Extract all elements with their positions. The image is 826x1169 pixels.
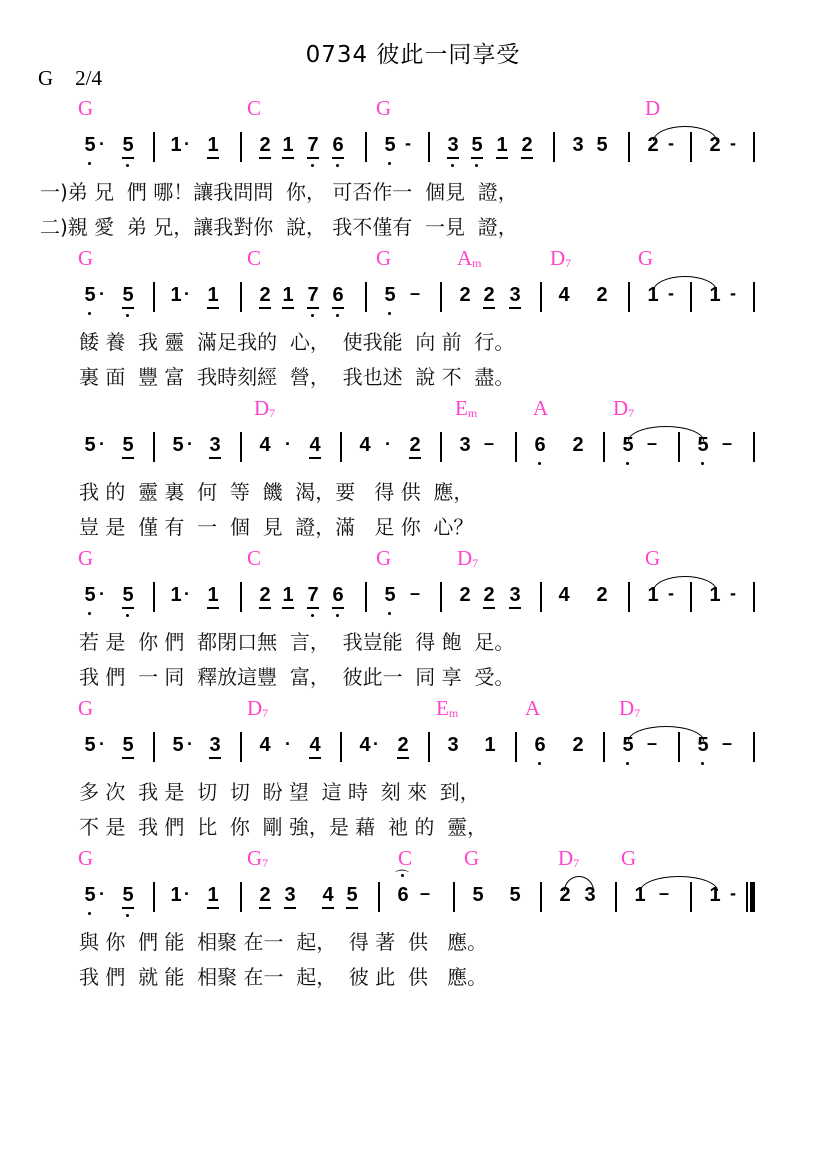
note: 2 xyxy=(259,584,271,606)
note: 2 xyxy=(259,134,271,156)
lyrics-verse-1: 多 次 我 是 切 切 盼 望 這 時 刻 來 到， xyxy=(79,780,480,804)
note: 5 xyxy=(84,434,96,456)
dot: · xyxy=(99,134,105,154)
barline xyxy=(153,582,155,612)
dash: - xyxy=(730,133,736,153)
tie xyxy=(628,726,704,741)
note: 1 xyxy=(647,284,659,306)
dash: - xyxy=(405,133,411,153)
system-1 xyxy=(0,96,826,246)
note: 1 xyxy=(709,284,721,306)
dot: · xyxy=(184,584,190,604)
dash: – xyxy=(659,883,670,903)
note: 1 xyxy=(170,884,182,906)
dot: · xyxy=(184,884,190,904)
barline xyxy=(540,882,542,912)
note: 1 xyxy=(647,584,659,606)
note: 3 xyxy=(447,134,459,156)
barline xyxy=(515,732,517,762)
note: 6 xyxy=(534,434,546,456)
chord: C xyxy=(247,96,262,120)
note: 2 xyxy=(596,584,608,606)
lyrics-verse-1: 一)弟 兄 們 哪！讓我問問 你， 可否作一 個見 證， xyxy=(40,180,518,204)
note: 5 xyxy=(596,134,608,156)
note: 5 xyxy=(122,884,134,906)
dot: · xyxy=(184,134,190,154)
barline xyxy=(603,732,605,762)
note: 1 xyxy=(709,884,721,906)
note: 6 xyxy=(332,284,344,306)
note: 5 xyxy=(346,884,358,906)
barline xyxy=(690,132,692,162)
barline xyxy=(240,732,242,762)
chord: G xyxy=(78,246,94,270)
note: 2 xyxy=(259,284,271,306)
barline xyxy=(515,432,517,462)
note: 1 xyxy=(709,584,721,606)
dot: · xyxy=(99,734,105,754)
chord: C xyxy=(398,846,413,870)
barline xyxy=(365,132,367,162)
chord: G xyxy=(376,96,392,120)
barline xyxy=(153,882,155,912)
note: 4 xyxy=(558,584,570,606)
note: 5 xyxy=(84,734,96,756)
barline xyxy=(615,882,617,912)
note: 4 xyxy=(359,734,371,756)
barline xyxy=(753,282,755,312)
note: 2 xyxy=(397,734,409,756)
note: 7 xyxy=(307,284,319,306)
note: 5 xyxy=(84,884,96,906)
barline xyxy=(378,882,380,912)
chord: A xyxy=(525,696,541,720)
note: 2 xyxy=(647,134,659,156)
barline xyxy=(753,582,755,612)
note: 1 xyxy=(496,134,508,156)
barline xyxy=(153,132,155,162)
note: 5 xyxy=(172,734,184,756)
lyrics-verse-2: 不 是 我 們 比 你 剛 強，是 藉 祂 的 靈， xyxy=(79,815,488,839)
note: 1 xyxy=(484,734,496,756)
fermata-icon xyxy=(401,874,404,877)
chord: G xyxy=(621,846,637,870)
note: 4 xyxy=(322,884,334,906)
dot: · xyxy=(285,434,291,454)
system-6 xyxy=(0,846,826,996)
note: 1 xyxy=(207,884,219,906)
final-barline-thin xyxy=(746,882,748,912)
barline xyxy=(440,432,442,462)
note: 1 xyxy=(207,284,219,306)
tie xyxy=(628,426,704,441)
note: 5 xyxy=(122,584,134,606)
chord: C xyxy=(247,246,262,270)
note: 3 xyxy=(459,434,471,456)
chord: G xyxy=(464,846,480,870)
note: 4 xyxy=(359,434,371,456)
dot: · xyxy=(99,284,105,304)
note: 4 xyxy=(309,434,321,456)
chord: A xyxy=(533,396,549,420)
barline xyxy=(240,132,242,162)
barline xyxy=(428,132,430,162)
chord: $D_7$ xyxy=(254,396,276,420)
barline xyxy=(365,282,367,312)
song-title: 0734 彼此一同享受 xyxy=(305,42,521,68)
note: 5 xyxy=(384,134,396,156)
barline xyxy=(553,132,555,162)
lyrics-verse-2: 我 們 一 同 釋放這豐 富， 彼此一 同 享 受。 xyxy=(79,665,515,689)
chord: $A_m$ xyxy=(457,246,482,270)
note: 2 xyxy=(483,584,495,606)
dash: – xyxy=(647,433,658,453)
note: 3 xyxy=(509,584,521,606)
dash: – xyxy=(722,433,733,453)
dot: · xyxy=(385,434,391,454)
key-and-time-signature xyxy=(38,66,124,91)
dash: – xyxy=(410,583,421,603)
note: 5 xyxy=(122,434,134,456)
chord: G xyxy=(78,846,94,870)
note: 1 xyxy=(207,584,219,606)
lyrics-verse-1: 餧 養 我 靈 滿足我的 心， 使我能 向 前 行。 xyxy=(79,330,515,354)
note: 3 xyxy=(584,884,596,906)
chord: G xyxy=(645,546,661,570)
note: 2 xyxy=(409,434,421,456)
note: 4 xyxy=(259,734,271,756)
note: 3 xyxy=(572,134,584,156)
note: 5 xyxy=(122,284,134,306)
chord: $D_7$ xyxy=(550,246,572,270)
barline xyxy=(690,882,692,912)
barline xyxy=(340,732,342,762)
system-2 xyxy=(0,246,826,396)
dash: – xyxy=(410,283,421,303)
note: 1 xyxy=(207,134,219,156)
dash: – xyxy=(420,883,431,903)
note: 4 xyxy=(259,434,271,456)
barline xyxy=(690,582,692,612)
lyrics-verse-1: 與 你 們 能 相聚 在一 起， 得 著 供 應。 xyxy=(79,930,488,954)
note: 5 xyxy=(509,884,521,906)
barline xyxy=(153,282,155,312)
lyrics-verse-1: 我 的 靈 裏 何 等 饑 渴，要 得 供 應， xyxy=(79,480,474,504)
note: 2 xyxy=(459,284,471,306)
dot: · xyxy=(373,734,379,754)
note: 1 xyxy=(282,584,294,606)
lyrics-verse-1: 若 是 你 們 都閉口無 言， 我豈能 得 飽 足。 xyxy=(79,630,515,654)
barline xyxy=(628,582,630,612)
note: 5 xyxy=(122,134,134,156)
barline xyxy=(540,282,542,312)
note: 3 xyxy=(447,734,459,756)
note: 2 xyxy=(259,884,271,906)
lyrics-verse-2: 豈 是 僅 有 一 個 見 證，滿 足 你 心？ xyxy=(79,515,474,539)
dot: · xyxy=(187,734,193,754)
dash: - xyxy=(730,883,736,903)
chord: $D_7$ xyxy=(558,846,580,870)
chord: G xyxy=(376,546,392,570)
note: 5 xyxy=(622,734,634,756)
note: 5 xyxy=(472,884,484,906)
note: 5 xyxy=(172,434,184,456)
note: 1 xyxy=(634,884,646,906)
dot: · xyxy=(99,584,105,604)
note: 5 xyxy=(622,434,634,456)
barline xyxy=(690,282,692,312)
note: 5 xyxy=(697,734,709,756)
dash: – xyxy=(484,433,495,453)
note: 2 xyxy=(459,584,471,606)
note: 1 xyxy=(282,134,294,156)
note: 1 xyxy=(170,584,182,606)
note: 5 xyxy=(84,284,96,306)
dash: – xyxy=(722,733,733,753)
note: 2 xyxy=(572,734,584,756)
time-signature: 2/4 xyxy=(75,66,103,90)
chord: $D_7$ xyxy=(247,696,269,720)
dash: - xyxy=(668,583,674,603)
key-signature: G xyxy=(38,66,54,90)
note: 5 xyxy=(471,134,483,156)
barline xyxy=(753,132,755,162)
dash: - xyxy=(668,133,674,153)
note: 1 xyxy=(170,284,182,306)
note: 5 xyxy=(384,584,396,606)
dot: · xyxy=(184,284,190,304)
tie xyxy=(640,876,718,891)
note: 3 xyxy=(284,884,296,906)
barline xyxy=(678,432,680,462)
barline xyxy=(628,282,630,312)
barline xyxy=(240,282,242,312)
barline xyxy=(678,732,680,762)
note: 2 xyxy=(521,134,533,156)
dot: · xyxy=(187,434,193,454)
barline xyxy=(153,432,155,462)
dot: · xyxy=(285,734,291,754)
note: 2 xyxy=(559,884,571,906)
note-with-fermata: ⌒ 6 xyxy=(396,884,410,906)
dot: · xyxy=(99,434,105,454)
dash: - xyxy=(730,583,736,603)
note: 6 xyxy=(534,734,546,756)
lyrics-verse-2: 二)親 愛 弟 兄，讓我對你 說， 我不僅有 一見 證， xyxy=(40,215,518,239)
system-3 xyxy=(0,396,826,546)
note: 4 xyxy=(309,734,321,756)
note: 1 xyxy=(282,284,294,306)
lyrics-verse-2: 裏 面 豐 富 我時刻經 營， 我也述 說 不 盡。 xyxy=(79,365,515,389)
chord: $D_7$ xyxy=(619,696,641,720)
barline xyxy=(240,582,242,612)
barline xyxy=(153,732,155,762)
barline xyxy=(453,882,455,912)
note: 6 xyxy=(332,134,344,156)
note: 5 xyxy=(84,584,96,606)
barline xyxy=(753,732,755,762)
note: 3 xyxy=(509,284,521,306)
barline xyxy=(340,432,342,462)
note: 2 xyxy=(709,134,721,156)
note: 5 xyxy=(84,134,96,156)
chord: G xyxy=(78,96,94,120)
barline xyxy=(240,882,242,912)
dash: - xyxy=(730,283,736,303)
chord: $E_m$ xyxy=(455,396,478,420)
chord: $E_m$ xyxy=(436,696,459,720)
note: 3 xyxy=(209,434,221,456)
note: 2 xyxy=(483,284,495,306)
chord: G xyxy=(638,246,654,270)
barline xyxy=(628,132,630,162)
barline xyxy=(753,432,755,462)
chord: D xyxy=(645,96,661,120)
note: 4 xyxy=(558,284,570,306)
barline xyxy=(240,432,242,462)
system-4 xyxy=(0,546,826,696)
barline xyxy=(440,582,442,612)
chord: G xyxy=(78,546,94,570)
note: 2 xyxy=(596,284,608,306)
chord: G xyxy=(78,696,94,720)
note: 6 xyxy=(332,584,344,606)
final-barline-thick xyxy=(750,882,755,912)
system-5 xyxy=(0,696,826,846)
barline xyxy=(428,732,430,762)
chord: G xyxy=(376,246,392,270)
dash: - xyxy=(668,283,674,303)
chord: $D_7$ xyxy=(613,396,635,420)
barline xyxy=(440,282,442,312)
note: 5 xyxy=(697,434,709,456)
barline xyxy=(603,432,605,462)
dash: – xyxy=(647,733,658,753)
chord: $G_7$ xyxy=(247,846,269,870)
dot: · xyxy=(99,884,105,904)
note: 7 xyxy=(307,584,319,606)
note: 7 xyxy=(307,134,319,156)
note: 1 xyxy=(170,134,182,156)
barline xyxy=(365,582,367,612)
chord: $D_7$ xyxy=(457,546,479,570)
note: 2 xyxy=(572,434,584,456)
lyrics-verse-2: 我 們 就 能 相聚 在一 起， 彼 此 供 應。 xyxy=(79,965,488,989)
note: 5 xyxy=(122,734,134,756)
note: 5 xyxy=(384,284,396,306)
barline xyxy=(540,582,542,612)
chord: C xyxy=(247,546,262,570)
note: 3 xyxy=(209,734,221,756)
